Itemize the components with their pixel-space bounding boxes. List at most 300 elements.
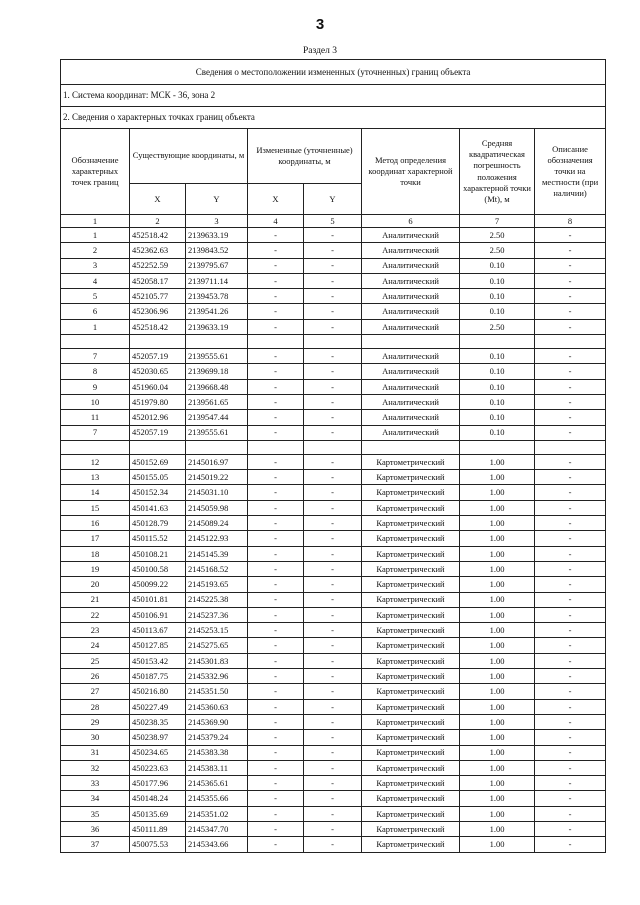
existing-x-cell: 452306.96 [130,304,186,319]
changed-y-cell: - [304,607,362,622]
boundary-points-table [60,59,606,853]
description-cell: - [535,806,606,821]
table-row [61,531,606,546]
table-row [61,243,606,258]
existing-y-cell: 2145031.10 [186,485,248,500]
changed-y-cell: - [304,623,362,638]
existing-y-cell: 2139453.78 [186,289,248,304]
point-number-cell: 15 [61,500,130,515]
accuracy-cell: 1.00 [460,837,535,852]
point-number-cell: 21 [61,592,130,607]
existing-x-cell: 450106.91 [130,607,186,622]
existing-y-cell: 2145089.24 [186,516,248,531]
accuracy-cell: 1.00 [460,760,535,775]
group-separator-row [61,335,606,349]
description-cell: - [535,837,606,852]
empty-cell [304,335,362,349]
point-number-cell: 20 [61,577,130,592]
existing-x-cell: 450115.52 [130,531,186,546]
changed-x-cell: - [248,500,304,515]
header-changed-coords: Измененные (уточненные) координаты, м [248,129,362,184]
changed-x-cell: - [248,577,304,592]
existing-x-cell: 450075.53 [130,837,186,852]
point-number-cell: 13 [61,470,130,485]
table-row [61,394,606,409]
existing-x-cell: 450135.69 [130,806,186,821]
changed-y-cell: - [304,425,362,440]
table-row [61,561,606,576]
existing-y-cell: 2145122.93 [186,531,248,546]
description-cell: - [535,791,606,806]
changed-y-cell: - [304,699,362,714]
existing-x-cell: 450187.75 [130,669,186,684]
empty-cell [130,335,186,349]
description-cell: - [535,638,606,653]
changed-x-cell: - [248,485,304,500]
changed-y-cell: - [304,730,362,745]
changed-x-cell: - [248,561,304,576]
table-row [61,806,606,821]
changed-y-cell: - [304,349,362,364]
point-number-cell: 23 [61,623,130,638]
header-designation: Обозначение характерных точек границ [61,129,130,215]
existing-y-cell: 2145168.52 [186,561,248,576]
method-cell: Картометрический [362,714,460,729]
group-separator-row [61,440,606,454]
method-cell: Картометрический [362,470,460,485]
accuracy-cell: 2.50 [460,243,535,258]
changed-y-cell: - [304,228,362,243]
accuracy-cell: 1.00 [460,454,535,469]
changed-x-cell: - [248,546,304,561]
empty-cell [186,440,248,454]
existing-x-cell: 450223.63 [130,760,186,775]
empty-cell [130,440,186,454]
point-number-cell: 17 [61,531,130,546]
existing-y-cell: 2139699.18 [186,364,248,379]
column-number: 7 [460,215,535,228]
description-cell: - [535,516,606,531]
changed-y-cell: - [304,776,362,791]
table-row [61,319,606,334]
method-cell: Картометрический [362,684,460,699]
changed-x-cell: - [248,592,304,607]
existing-x-cell: 450155.05 [130,470,186,485]
accuracy-cell: 1.00 [460,699,535,714]
table-row [61,837,606,852]
method-cell: Аналитический [362,364,460,379]
existing-x-cell: 450153.42 [130,653,186,668]
description-cell: - [535,592,606,607]
accuracy-cell: 0.10 [460,258,535,273]
method-cell: Картометрический [362,837,460,852]
table-row [61,425,606,440]
changed-y-cell: - [304,516,362,531]
header-method: Метод определения координат характерной точки [362,129,460,215]
existing-y-cell: 2139633.19 [186,319,248,334]
point-number-cell: 19 [61,561,130,576]
table-row [61,485,606,500]
changed-x-cell: - [248,806,304,821]
description-cell: - [535,699,606,714]
accuracy-cell: 2.50 [460,228,535,243]
description-cell: - [535,289,606,304]
header-changed-x: X [248,184,304,215]
existing-x-cell: 450227.49 [130,699,186,714]
description-cell: - [535,243,606,258]
method-cell: Картометрический [362,745,460,760]
changed-x-cell: - [248,243,304,258]
points-heading: 2. Сведения о характерных точках границ объекта [61,107,606,129]
column-number-row [61,215,606,228]
accuracy-cell: 1.00 [460,806,535,821]
description-cell: - [535,379,606,394]
accuracy-cell: 1.00 [460,607,535,622]
accuracy-cell: 0.10 [460,394,535,409]
accuracy-cell: 1.00 [460,592,535,607]
table-title-row [61,60,606,85]
point-number-cell: 24 [61,638,130,653]
changed-x-cell: - [248,776,304,791]
header-accuracy: Средняя квадратическая погрешность положения характерной точки (Mt), м [460,129,535,215]
accuracy-cell: 1.00 [460,821,535,836]
existing-y-cell: 2145355.66 [186,791,248,806]
changed-y-cell: - [304,454,362,469]
existing-x-cell: 450177.96 [130,776,186,791]
point-number-cell: 18 [61,546,130,561]
accuracy-cell: 0.10 [460,425,535,440]
changed-x-cell: - [248,821,304,836]
column-number: 4 [248,215,304,228]
point-number-cell: 11 [61,410,130,425]
accuracy-cell: 1.00 [460,577,535,592]
point-number-cell: 5 [61,289,130,304]
existing-x-cell: 450128.79 [130,516,186,531]
description-cell: - [535,821,606,836]
accuracy-cell: 0.10 [460,379,535,394]
accuracy-cell: 1.00 [460,546,535,561]
point-number-cell: 33 [61,776,130,791]
table-row [61,821,606,836]
existing-y-cell: 2145193.65 [186,577,248,592]
accuracy-cell: 0.10 [460,410,535,425]
description-cell: - [535,410,606,425]
header-existing-coords: Существующие координаты, м [130,129,248,184]
table-row [61,273,606,288]
description-cell: - [535,653,606,668]
accuracy-cell: 1.00 [460,776,535,791]
point-number-cell: 30 [61,730,130,745]
existing-y-cell: 2145019.22 [186,470,248,485]
header-changed-y: Y [304,184,362,215]
description-cell: - [535,776,606,791]
changed-y-cell: - [304,837,362,852]
existing-y-cell: 2139668.48 [186,379,248,394]
empty-cell [460,440,535,454]
coord-system-row [61,85,606,107]
point-number-cell: 31 [61,745,130,760]
existing-y-cell: 2145365.61 [186,776,248,791]
empty-cell [535,440,606,454]
column-number: 8 [535,215,606,228]
existing-y-cell: 2139843.52 [186,243,248,258]
table-row [61,454,606,469]
point-number-cell: 32 [61,760,130,775]
accuracy-cell: 1.00 [460,561,535,576]
existing-x-cell: 452058.17 [130,273,186,288]
existing-x-cell: 450141.63 [130,500,186,515]
table-row [61,669,606,684]
method-cell: Картометрический [362,653,460,668]
point-number-cell: 12 [61,454,130,469]
page-number: 3 [315,16,325,33]
method-cell: Картометрический [362,607,460,622]
accuracy-cell: 1.00 [460,485,535,500]
existing-x-cell: 452012.96 [130,410,186,425]
changed-x-cell: - [248,714,304,729]
point-number-cell: 4 [61,273,130,288]
existing-x-cell: 450216.80 [130,684,186,699]
changed-y-cell: - [304,806,362,821]
table-row [61,516,606,531]
existing-x-cell: 452518.42 [130,319,186,334]
changed-y-cell: - [304,243,362,258]
accuracy-cell: 1.00 [460,470,535,485]
existing-y-cell: 2145351.50 [186,684,248,699]
changed-y-cell: - [304,791,362,806]
changed-x-cell: - [248,730,304,745]
section-label: Раздел 3 [303,46,337,56]
description-cell: - [535,349,606,364]
table-row [61,607,606,622]
accuracy-cell: 0.10 [460,273,535,288]
changed-x-cell: - [248,364,304,379]
existing-x-cell: 452105.77 [130,289,186,304]
point-number-cell: 22 [61,607,130,622]
empty-cell [362,440,460,454]
point-number-cell: 16 [61,516,130,531]
existing-y-cell: 2139555.61 [186,349,248,364]
method-cell: Аналитический [362,258,460,273]
changed-x-cell: - [248,837,304,852]
changed-x-cell: - [248,425,304,440]
existing-y-cell: 2145351.02 [186,806,248,821]
existing-y-cell: 2145253.15 [186,623,248,638]
changed-x-cell: - [248,454,304,469]
table-row [61,638,606,653]
table-row [61,776,606,791]
method-cell: Картометрический [362,638,460,653]
method-cell: Картометрический [362,500,460,515]
existing-y-cell: 2145016.97 [186,454,248,469]
point-number-cell: 8 [61,364,130,379]
existing-x-cell: 450152.34 [130,485,186,500]
table-row [61,577,606,592]
changed-x-cell: - [248,319,304,334]
description-cell: - [535,485,606,500]
method-cell: Аналитический [362,410,460,425]
changed-x-cell: - [248,638,304,653]
table-row [61,745,606,760]
empty-cell [535,335,606,349]
existing-y-cell: 2145332.96 [186,669,248,684]
changed-x-cell: - [248,760,304,775]
method-cell: Картометрический [362,623,460,638]
table-row [61,592,606,607]
method-cell: Картометрический [362,546,460,561]
existing-y-cell: 2145059.98 [186,500,248,515]
description-cell: - [535,425,606,440]
description-cell: - [535,470,606,485]
existing-y-cell: 2145275.65 [186,638,248,653]
empty-cell [186,335,248,349]
changed-x-cell: - [248,623,304,638]
point-number-cell: 10 [61,394,130,409]
point-number-cell: 27 [61,684,130,699]
method-cell: Аналитический [362,273,460,288]
existing-x-cell: 450127.85 [130,638,186,653]
column-number: 2 [130,215,186,228]
existing-x-cell: 450111.89 [130,821,186,836]
changed-x-cell: - [248,273,304,288]
existing-x-cell: 452518.42 [130,228,186,243]
table-row [61,714,606,729]
changed-x-cell: - [248,791,304,806]
empty-cell [362,335,460,349]
point-number-cell: 2 [61,243,130,258]
table-row [61,546,606,561]
existing-y-cell: 2145301.83 [186,653,248,668]
description-cell: - [535,607,606,622]
existing-y-cell: 2139795.67 [186,258,248,273]
changed-y-cell: - [304,410,362,425]
method-cell: Картометрический [362,791,460,806]
existing-y-cell: 2139555.61 [186,425,248,440]
description-cell: - [535,669,606,684]
method-cell: Аналитический [362,243,460,258]
empty-cell [248,335,304,349]
existing-x-cell: 450108.21 [130,546,186,561]
existing-y-cell: 2139541.26 [186,304,248,319]
empty-cell [304,440,362,454]
existing-x-cell: 452252.59 [130,258,186,273]
table-row [61,410,606,425]
changed-y-cell: - [304,653,362,668]
changed-y-cell: - [304,531,362,546]
description-cell: - [535,273,606,288]
accuracy-cell: 0.10 [460,364,535,379]
method-cell: Картометрический [362,592,460,607]
header-existing-x: X [130,184,186,215]
empty-cell [61,440,130,454]
changed-y-cell: - [304,394,362,409]
method-cell: Картометрический [362,669,460,684]
description-cell: - [535,684,606,699]
accuracy-cell: 1.00 [460,745,535,760]
changed-y-cell: - [304,546,362,561]
existing-y-cell: 2145383.11 [186,760,248,775]
description-cell: - [535,531,606,546]
column-number: 1 [61,215,130,228]
existing-x-cell: 450101.81 [130,592,186,607]
existing-x-cell: 451979.80 [130,394,186,409]
description-cell: - [535,730,606,745]
table-row [61,228,606,243]
header-row [61,129,606,184]
points-heading-row [61,107,606,129]
accuracy-cell: 0.10 [460,289,535,304]
method-cell: Картометрический [362,760,460,775]
accuracy-cell: 0.10 [460,304,535,319]
existing-x-cell: 450099.22 [130,577,186,592]
existing-x-cell: 452057.19 [130,349,186,364]
existing-x-cell: 452030.65 [130,364,186,379]
description-cell: - [535,500,606,515]
changed-y-cell: - [304,684,362,699]
empty-cell [460,335,535,349]
changed-y-cell: - [304,289,362,304]
existing-x-cell: 450148.24 [130,791,186,806]
existing-y-cell: 2139561.65 [186,394,248,409]
accuracy-cell: 1.00 [460,653,535,668]
point-number-cell: 9 [61,379,130,394]
existing-x-cell: 452057.19 [130,425,186,440]
description-cell: - [535,304,606,319]
accuracy-cell: 1.00 [460,638,535,653]
existing-x-cell: 450100.58 [130,561,186,576]
table-row [61,258,606,273]
point-number-cell: 7 [61,349,130,364]
changed-y-cell: - [304,714,362,729]
table-row [61,379,606,394]
accuracy-cell: 1.00 [460,531,535,546]
description-cell: - [535,745,606,760]
changed-x-cell: - [248,684,304,699]
existing-y-cell: 2145343.66 [186,837,248,852]
description-cell: - [535,258,606,273]
description-cell: - [535,714,606,729]
method-cell: Картометрический [362,699,460,714]
column-number: 5 [304,215,362,228]
method-cell: Картометрический [362,776,460,791]
method-cell: Аналитический [362,425,460,440]
existing-x-cell: 450234.65 [130,745,186,760]
description-cell: - [535,319,606,334]
existing-y-cell: 2145369.90 [186,714,248,729]
point-number-cell: 14 [61,485,130,500]
existing-y-cell: 2145383.38 [186,745,248,760]
table-row [61,470,606,485]
changed-x-cell: - [248,258,304,273]
changed-y-cell: - [304,319,362,334]
table-row [61,653,606,668]
table-row [61,289,606,304]
changed-x-cell: - [248,607,304,622]
accuracy-cell: 1.00 [460,730,535,745]
changed-x-cell: - [248,745,304,760]
accuracy-cell: 1.00 [460,500,535,515]
method-cell: Картометрический [362,730,460,745]
existing-y-cell: 2145145.39 [186,546,248,561]
method-cell: Картометрический [362,806,460,821]
method-cell: Аналитический [362,319,460,334]
changed-y-cell: - [304,304,362,319]
method-cell: Картометрический [362,561,460,576]
method-cell: Картометрический [362,485,460,500]
changed-x-cell: - [248,531,304,546]
accuracy-cell: 1.00 [460,623,535,638]
accuracy-cell: 1.00 [460,714,535,729]
